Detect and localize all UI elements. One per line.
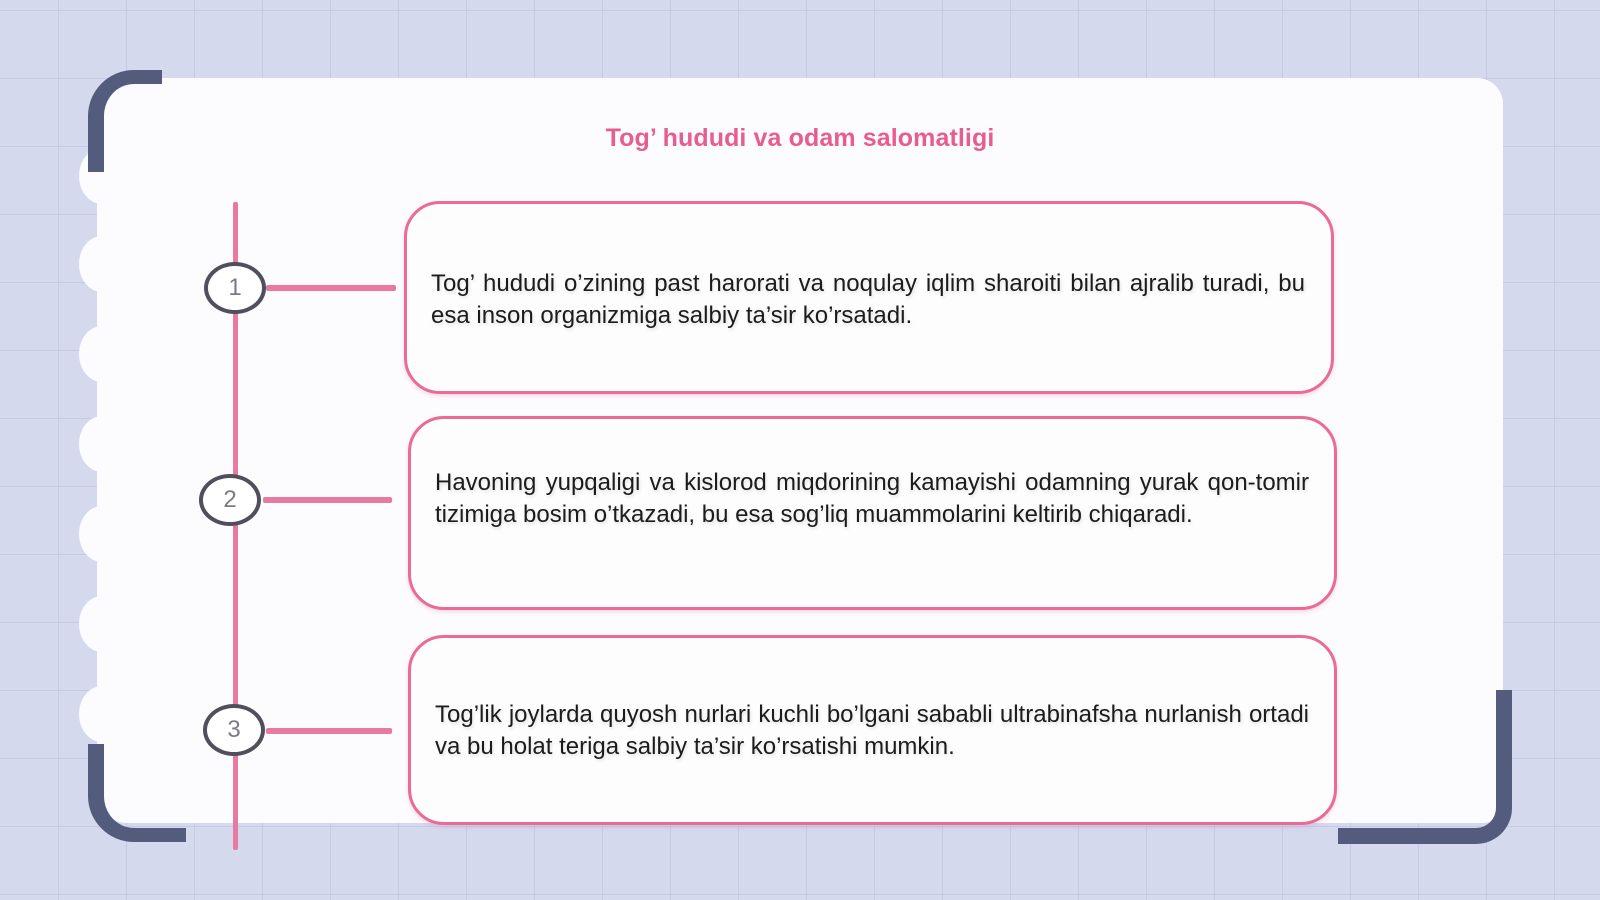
info-card-3-text: Tog’lik joylarda quyosh nurlari kuchli bo’lgani sababli ultrabinafsha nurlanish ortadi va bu holat teriga salbiy ta’sir ko’rsatishi mumkin. [435,701,1309,760]
paper-scallop [79,686,125,742]
timeline-marker-1 [204,262,266,314]
paper-scallop [79,596,125,652]
timeline-connector-1 [266,285,396,291]
timeline-number-1: 1 [228,274,242,301]
timeline-connector-2 [263,497,392,503]
info-card-2-text: Havoning yupqaligi va kislorod miqdorining kamayishi odamning yurak qon-tomir tizimiga bosim o’tkazadi, bu esa sog’liq muammolarini keltirib chiqaradi. [435,469,1309,528]
corner-bracket-bottom-right [1338,690,1512,844]
timeline-number-2: 2 [223,486,237,513]
slide-title: Tog’ hududi va odam salomatligi [605,124,995,152]
paper-scallop [79,236,125,292]
corner-bracket-bottom-left [88,744,186,842]
info-card-1-text: Tog’ hududi o’zining past harorati va noqulay iqlim sharoiti bilan ajralib turadi, bu esa inson organizmiga salbiy ta’sir ko’rsatadi. [431,270,1305,329]
paper-scallop [79,416,125,472]
corner-bracket-top-left [88,70,162,172]
timeline-marker-3 [203,704,265,756]
paper-scallop [79,506,125,562]
paper-scallop [79,326,125,382]
timeline-connector-3 [266,728,392,734]
timeline-number-3: 3 [227,716,241,743]
timeline-marker-2 [199,474,261,526]
